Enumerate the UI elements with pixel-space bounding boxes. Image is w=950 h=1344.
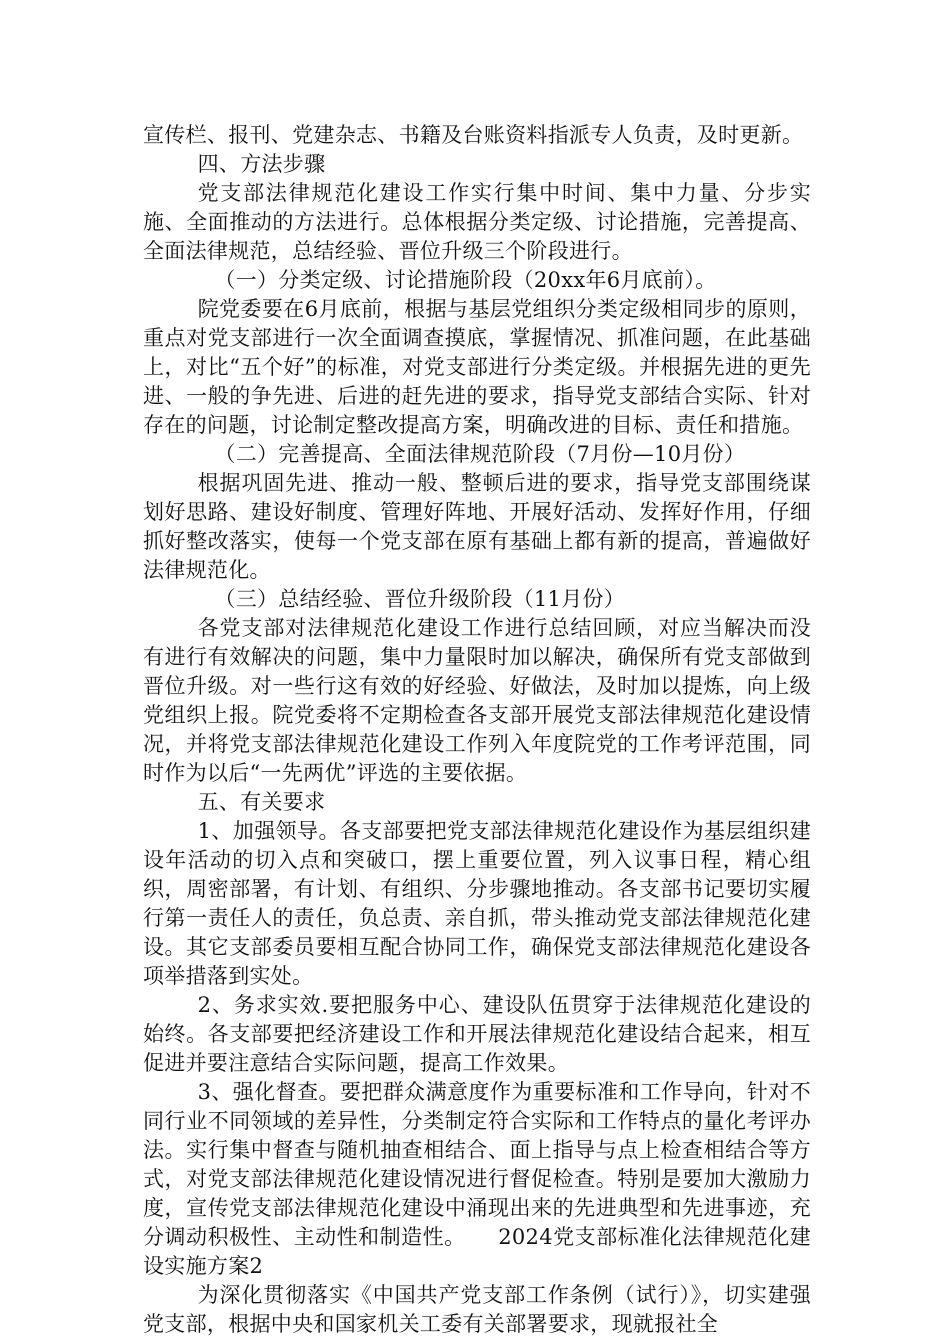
paragraph-plan-two-intro: 为深化贯彻落实《中国共产党支部工作条例（试行）》，切实建强党支部，根据中央和国家机关工委有关部署要求，现就报社全 [143,1283,811,1336]
paragraph-requirement-supervision: 3、强化督查。要把群众满意度作为重要标准和工作导向，针对不同行业不同领域的差异性，分类制定符合实际和工作特点的量化考评办法。实行集中督查与随机抽查相结合、面上指导与点上检查相结合等方式，对党支部法律规范化建设情况进行督促检查。特别是要加大激励力度，宣传党支部法律规范化建设中涌现出来的先进典型和先进事迹，充分调动积极性、主动性和制造性。 2024党支部标准化法律规范化建设实施方案2 [143,1080,811,1278]
subheading-stage-three: （三）总结经验、晋位升级阶段（11月份） [214,587,626,611]
document-body [143,121,811,1339]
subheading-stage-one: （一）分类定级、讨论措施阶段（20xx年6月底前）。 [214,268,717,292]
section-heading-methods: 四、方法步骤 [197,152,326,176]
paragraph-continuation: 宣传栏、报刊、党建杂志、书籍及台账资料指派专人负责，及时更新。 [143,123,804,147]
paragraph-stage-one: 院党委要在6月底前，根据与基层党组织分类定级相同步的原则，重点对党支部进行一次全面调查摸底，掌握情况、抓准问题，在此基础上，对比“五个好”的标准，对党支部进行分类定级。并根据先进的更先进、一般的争先进、后进的赶先进的要求，指导党支部结合实际、针对存在的问题，讨论制定整改提高方案，明确改进的目标、责任和措施。 [143,297,811,437]
paragraph-stage-three: 各党支部对法律规范化建设工作进行总结回顾，对应当解决而没有进行有效解决的问题，集中力量限时加以解决，确保所有党支部做到晋位升级。对一些行这有效的好经验、好做法，及时加以提炼，向上级党组织上报。院党委将不定期检查各支部开展党支部法律规范化建设情况，并将党支部法律规范化建设工作列入年度院党的工作考评范围，同时作为以后“一先两优”评选的主要依据。 [143,616,811,785]
paragraph-requirement-effectiveness: 2、务求实效.要把服务中心、建设队伍贯穿于法律规范化建设的始终。各支部要把经济建设工作和开展法律规范化建设结合起来，相互促进并要注意结合实际问题，提高工作效果。 [143,993,811,1075]
paragraph-requirement-leadership: 1、加强领导。各支部要把党支部法律规范化建设作为基层组织建设年活动的切入点和突破口，摆上重要位置，列入议事日程，精心组织，周密部署，有计划、有组织、分步骤地推动。各支部书记要切实履行第一责任人的责任，负总责、亲自抓，带头推动党支部法律规范化建设。其它支部委员要相互配合协同工作，确保党支部法律规范化建设各项举措落到实处。 [143,819,811,988]
subheading-stage-two: （二）完善提高、全面法律规范阶段（7月份—10月份） [214,442,746,466]
section-heading-requirements: 五、有关要求 [197,790,326,814]
paragraph-stage-two: 根据巩固先进、推动一般、整顿后进的要求，指导党支部围绕谋划好思路、建设好制度、管理好阵地、开展好活动、发挥好作用，仔细抓好整改落实，使每一个党支部在原有基础上都有新的提高，普遍做好法律规范化。 [143,471,811,582]
paragraph-methods-overview: 党支部法律规范化建设工作实行集中时间、集中力量、分步实施、全面推动的方法进行。总体根据分类定级、讨论措施，完善提高、全面法律规范，总结经验、晋位升级三个阶段进行。 [143,181,811,263]
